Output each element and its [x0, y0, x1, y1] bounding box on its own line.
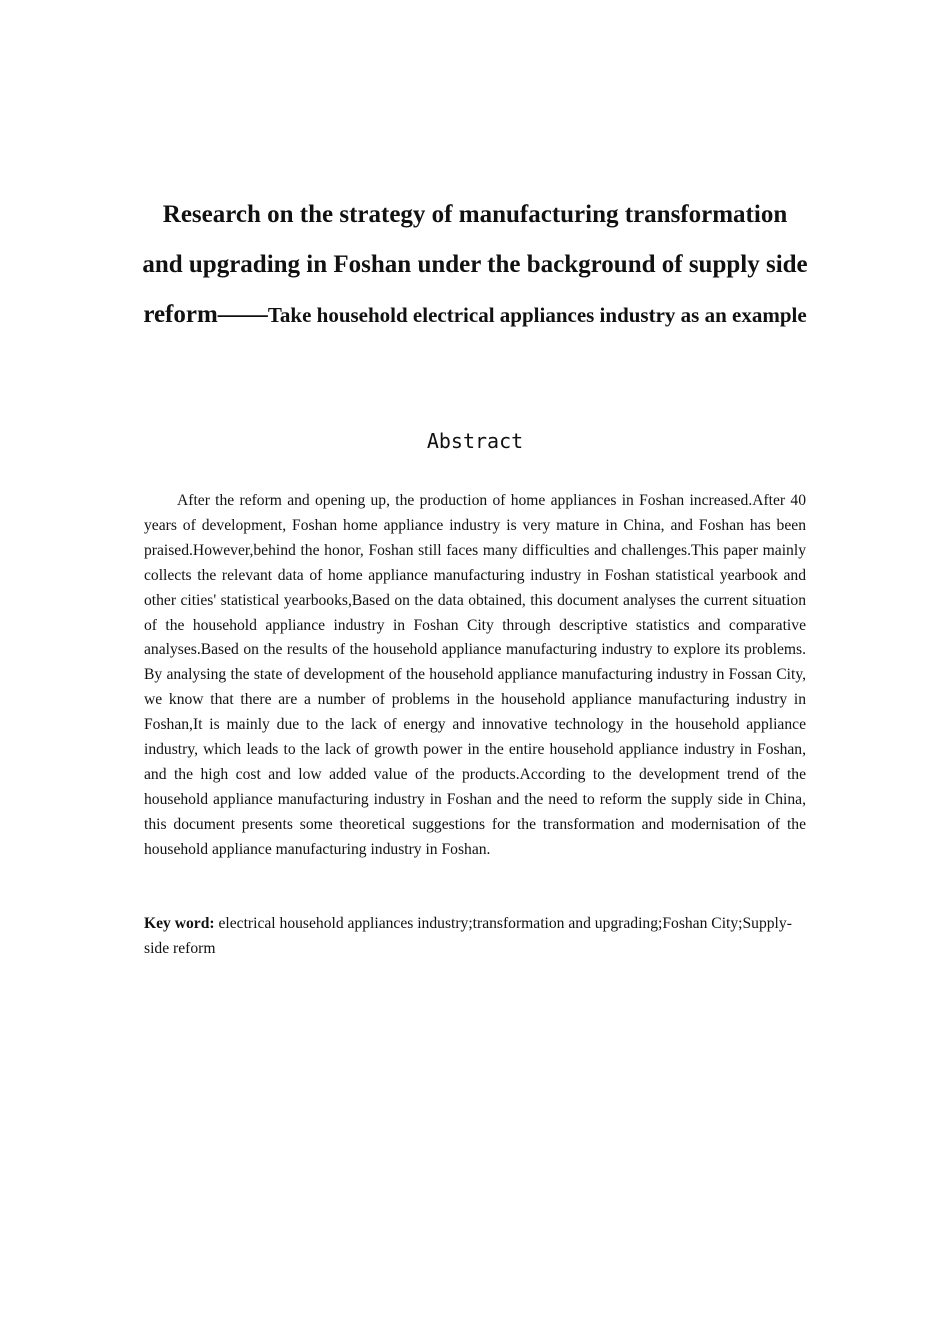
keywords-text: electrical household appliances industry;transformation and upgrading;Foshan City;Supply-side reform — [144, 915, 792, 957]
abstract-body: After the reform and opening up, the production of home appliances in Foshan increased.After 40 years of development, Foshan home appliance industry is very mature in China, and Foshan has been praised.However,behind the honor, Foshan still faces many difficulties and challenges.This paper mainly collects the relevant data of home appliance manufacturing industry in Foshan statistical yearbook and other cities' statistical yearbooks,Based on the data obtained, this document analyses the current situation of the household appliance industry in Foshan City through descriptive statistics and comparative analyses.Based on the results of the household appliance manufacturing industry to explore its problems. By analysing the state of development of the household appliance manufacturing industry in Fossan City, we know that there are a number of problems in the household appliance manufacturing industry in Foshan,It is mainly due to the lack of energy and innovative technology in the household appliance industry, which leads to the lack of growth power in the entire household appliance industry in Foshan, and the high cost and low added value of the products.According to the development trend of the household appliance manufacturing industry in Foshan and the need to reform the supply side in China, this document presents some theoretical suggestions for the transformation and modernisation of the household appliance manufacturing industry in Foshan. — [144, 492, 806, 858]
keywords-label: Key word: — [144, 915, 215, 932]
paper-title — [140, 190, 810, 340]
keywords-line — [144, 912, 806, 962]
paper-title-main: Research on the strategy of manufacturing transformation and upgrading in Foshan under the background of supply side reform—— — [142, 201, 808, 328]
paper-title-subtitle: Take household electrical appliances industry as an example — [267, 303, 807, 327]
abstract-heading: Abstract — [426, 429, 524, 453]
